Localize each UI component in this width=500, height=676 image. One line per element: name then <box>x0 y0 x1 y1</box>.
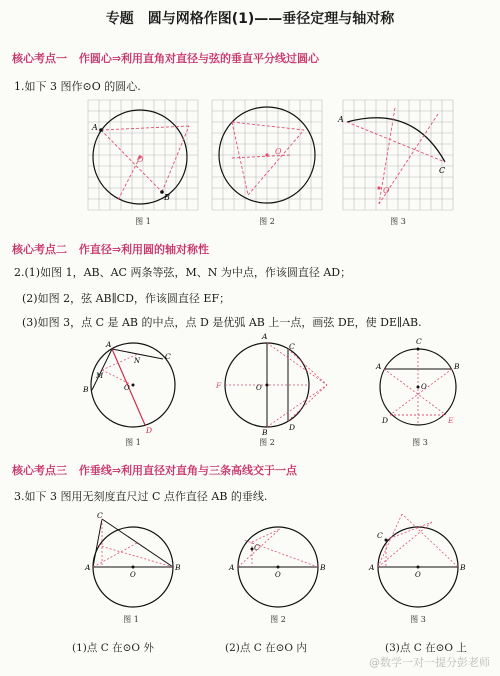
label-A: A <box>92 123 98 132</box>
label-N: N <box>134 357 141 365</box>
label-C: C <box>289 342 295 351</box>
label-B: B <box>164 193 170 202</box>
label-O: O <box>275 147 282 156</box>
section2-text: 作直径⇒利用圆的轴对称性 <box>78 243 210 256</box>
fig3-2-subcaption: (2)点 C 在⊙O 内 <box>225 642 307 654</box>
label-O: O <box>275 571 281 579</box>
label-A: A <box>85 563 91 572</box>
fig3-3-diagram <box>369 512 467 612</box>
section2-heading <box>12 241 209 257</box>
label-C: C <box>97 511 103 520</box>
label-D: D <box>146 426 153 435</box>
label-B: B <box>262 428 268 437</box>
label-A: A <box>229 563 235 572</box>
problem3-text: 3.如下 3 图用无刻度直尺过 C 点作直径 AB 的垂线. <box>14 490 268 503</box>
section3-heading <box>12 462 297 478</box>
label-O: O <box>137 155 144 164</box>
section3-text: 作垂线⇒利用直径对直角与三条高线交于一点 <box>78 464 298 477</box>
label-B: B <box>460 563 466 572</box>
label-B: B <box>454 362 460 371</box>
fig3-2-caption: 图 2 <box>270 615 286 624</box>
fig1-2-caption: 图 2 <box>259 217 275 226</box>
label-B: B <box>83 385 89 394</box>
fig2-3-caption: 图 3 <box>412 438 428 447</box>
label-C: C <box>416 337 422 346</box>
label-D: D <box>289 423 296 432</box>
problem2-part3: (3)如图 3，点 C 是 AB 的中点，点 D 是优弧 AB 上一点，画弦 DE，使 DE∥AB. <box>22 316 422 329</box>
section1-text: 作圆心⇒利用直角对直径与弦的垂直平分线过圆心 <box>78 52 320 65</box>
label-B: B <box>175 563 181 572</box>
fig1-1-diagram <box>88 100 198 210</box>
label-O: O <box>124 384 130 392</box>
fig1-3-caption: 图 3 <box>390 217 406 226</box>
fig3-1-caption: 图 1 <box>123 615 139 624</box>
label-D: D <box>382 416 389 425</box>
fig2-2-diagram <box>216 332 332 437</box>
fig2-2-caption: 图 2 <box>259 438 275 447</box>
label-F: F <box>216 381 222 390</box>
fig1-1-caption: 图 1 <box>135 217 151 226</box>
fig3-2-diagram <box>229 512 327 612</box>
label-O: O <box>383 186 390 195</box>
problem1-text: 1.如下 3 图作⊙O 的圆心. <box>14 80 141 93</box>
page-title: 专题 圆与网格作图(1)——垂径定理与轴对称 <box>105 11 395 27</box>
fig1-3-diagram <box>338 100 453 210</box>
label-O: O <box>415 571 421 579</box>
fig3-3-caption: 图 3 <box>410 615 426 624</box>
label-O: O <box>130 571 136 579</box>
label-C: C <box>254 543 260 552</box>
label-A: A <box>338 115 344 124</box>
label-A: A <box>376 362 382 371</box>
problem2-part2: (2)如图 2，弦 AB∥CD，作该圆直径 EF； <box>22 292 231 305</box>
fig2-3-diagram <box>376 337 463 435</box>
label-A: A <box>106 340 112 349</box>
label-M: M <box>96 372 104 380</box>
label-O: O <box>421 383 427 391</box>
label-E: E <box>448 416 454 425</box>
problem2-part1: 2.(1)如图 1，AB、AC 两条等弦，M、N 为中点，作该圆直径 AD； <box>14 266 352 279</box>
label-A: A <box>369 563 375 572</box>
watermark: @数学一对一提分彭老师 <box>369 656 490 669</box>
fig3-1-subcaption: (1)点 C 在⊙O 外 <box>72 642 154 654</box>
label-C: C <box>165 352 171 361</box>
fig2-1-diagram <box>83 340 178 435</box>
label-C: C <box>439 166 446 175</box>
section2-label: 核心考点二 <box>12 243 67 256</box>
section3-label: 核心考点三 <box>12 464 67 477</box>
label-C: C <box>377 531 383 540</box>
fig1-2-diagram <box>212 100 322 210</box>
fig2-1-caption: 图 1 <box>125 438 141 447</box>
label-A: A <box>262 332 268 341</box>
section1-heading <box>12 50 319 66</box>
fig3-3-subcaption: (3)点 C 在⊙O 上 <box>385 642 467 654</box>
label-B: B <box>320 563 326 572</box>
fig3-1-diagram <box>85 512 180 612</box>
section1-label: 核心考点一 <box>12 52 67 65</box>
label-O: O <box>256 384 262 392</box>
